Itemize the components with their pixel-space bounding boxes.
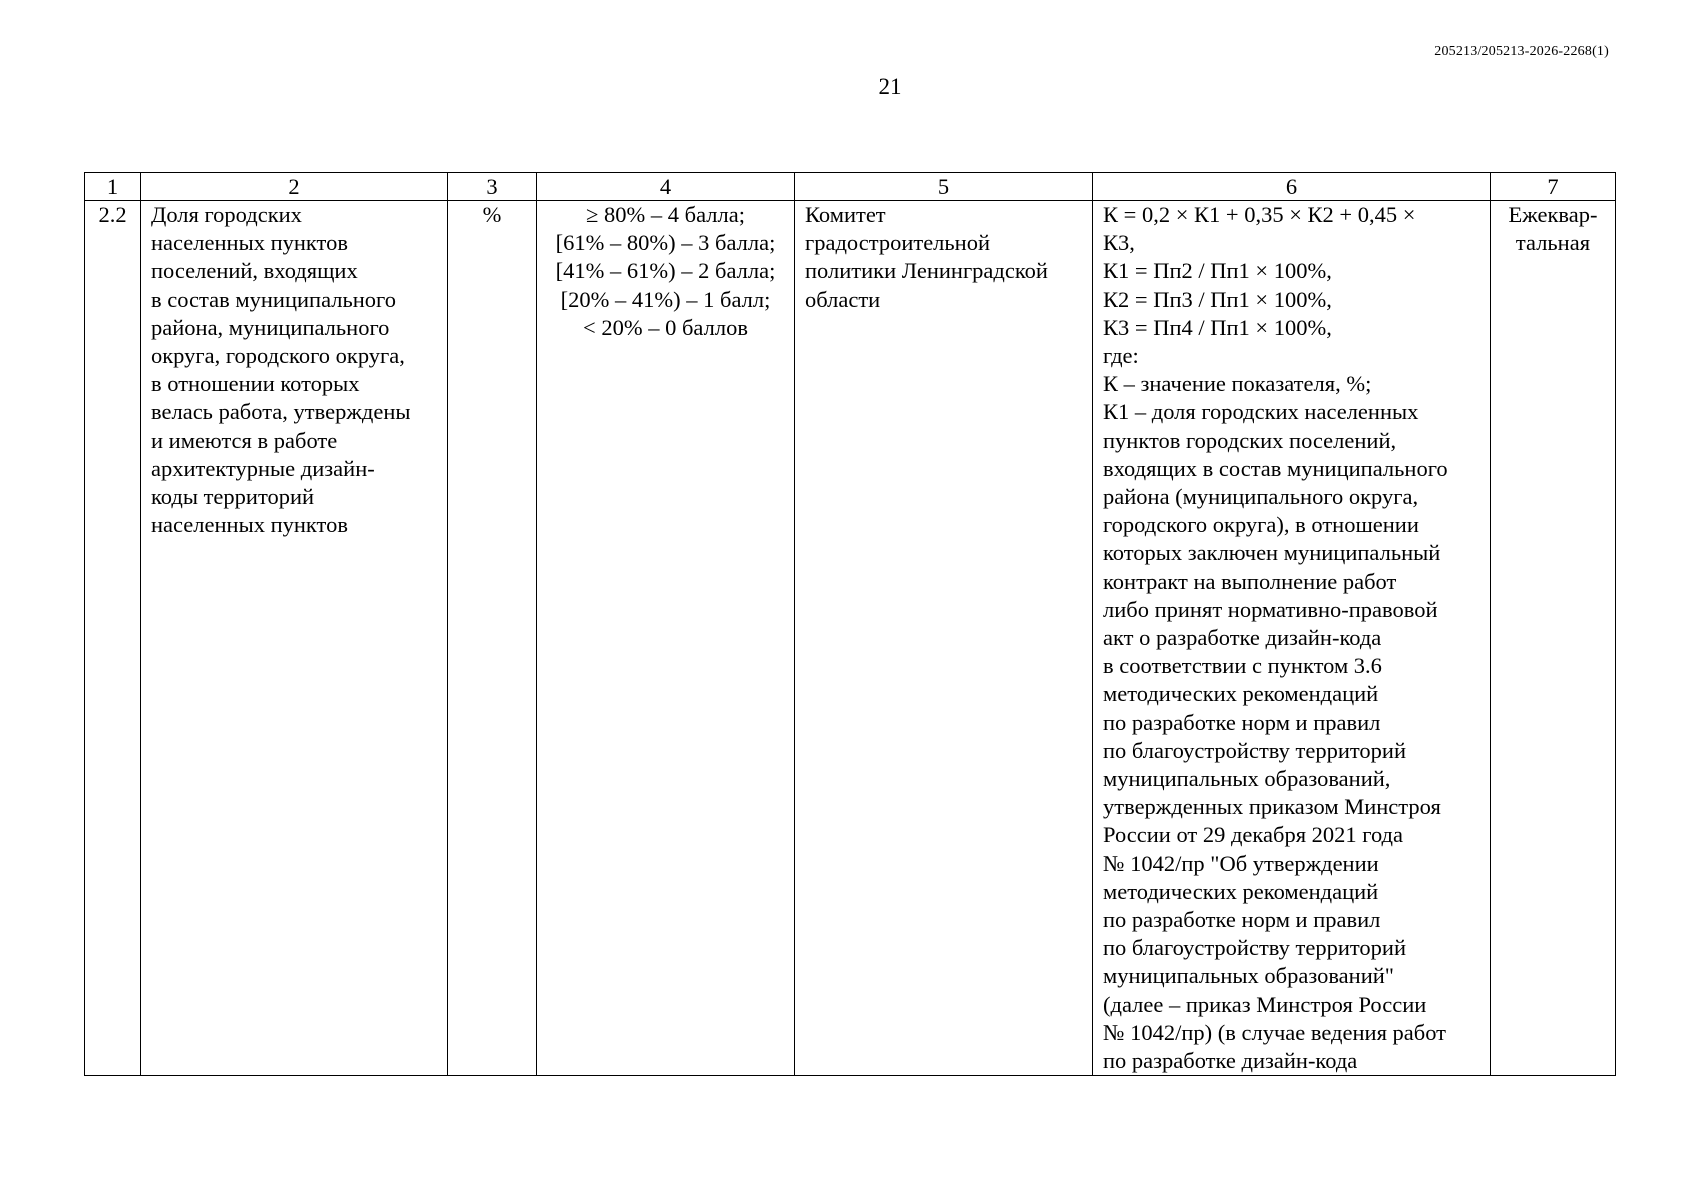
text-line: ≥ 80% – 4 балла; xyxy=(586,202,745,227)
periodicity-text xyxy=(1495,201,1611,257)
text-line: тальная xyxy=(1515,230,1591,256)
text-line: района (муниципального округа, xyxy=(1103,484,1419,510)
text-line: К1 – доля городских населенных xyxy=(1103,399,1419,425)
text-line: архитектурные дизайн- xyxy=(151,455,375,481)
column-header-2: 2 xyxy=(141,173,448,201)
text-line: контракт на выполнение работ xyxy=(1103,568,1397,594)
unit-cell: % xyxy=(448,201,537,1076)
periodicity-cell xyxy=(1491,201,1616,1076)
column-header-7: 7 xyxy=(1491,173,1616,201)
text-line: [20% – 41%) – 1 балл; xyxy=(560,286,771,312)
text-line: в отношении которых xyxy=(151,371,360,397)
document-id: 205213/205213-2026-2268(1) xyxy=(1434,44,1609,59)
text-line: района, муниципального xyxy=(151,314,390,340)
text-line: в соответствии с пунктом 3.6 xyxy=(1103,653,1382,679)
text-line: входящих в состав муниципального xyxy=(1103,455,1448,481)
column-header-6: 6 xyxy=(1093,173,1491,201)
text-line: акт о разработке дизайн-кода xyxy=(1103,625,1382,651)
text-line: [61% – 80%) – 3 балла; xyxy=(555,230,776,256)
text-line: К – значение показателя, %; xyxy=(1103,371,1372,397)
text-line: методических рекомендаций xyxy=(1103,681,1379,707)
text-line: в состав муниципального xyxy=(151,286,396,312)
text-line: < 20% – 0 баллов xyxy=(583,314,748,340)
calculation-formula-cell xyxy=(1093,201,1491,1076)
text-line: градостроительной xyxy=(805,230,990,256)
column-header-4: 4 xyxy=(537,173,795,201)
text-line: муниципальных образований" xyxy=(1103,963,1394,989)
text-line: по благоустройству территорий xyxy=(1103,737,1406,763)
text-line: муниципальных образований, xyxy=(1103,766,1391,792)
text-line: которых заключен муниципальный xyxy=(1103,540,1441,566)
text-line: (далее – приказ Минстроя России xyxy=(1103,991,1427,1017)
text-line: по разработке норм и правил xyxy=(1103,709,1381,735)
text-line: где: xyxy=(1103,343,1139,369)
text-line: К3 = Пп4 / Пп1 × 100%, xyxy=(1103,314,1332,340)
scoring-scale-cell xyxy=(537,201,795,1076)
row-number-cell: 2.2 xyxy=(85,201,141,1076)
text-line: методических рекомендаций xyxy=(1103,878,1379,904)
indicator-name-text xyxy=(151,201,437,539)
text-line: [41% – 61%) – 2 балла; xyxy=(555,258,776,284)
page-number: 21 xyxy=(878,74,902,99)
text-line: утвержденных приказом Минстроя xyxy=(1103,794,1441,820)
text-line: населенных пунктов xyxy=(151,512,348,538)
text-line: Доля городских xyxy=(151,202,302,227)
column-header-3: 3 xyxy=(448,173,537,201)
text-line: Ежеквар- xyxy=(1508,202,1598,227)
scoring-scale-text xyxy=(541,201,790,342)
text-line: пунктов городских поселений, xyxy=(1103,427,1397,453)
responsible-body-cell xyxy=(795,201,1093,1076)
column-header-5: 5 xyxy=(795,173,1093,201)
text-line: по благоустройству территорий xyxy=(1103,935,1406,961)
text-line: и имеются в работе xyxy=(151,427,338,453)
text-line: политики Ленинградской xyxy=(805,258,1048,284)
text-line: Комитет xyxy=(805,202,886,227)
text-line: по разработке норм и правил xyxy=(1103,907,1381,933)
text-line: населенных пунктов xyxy=(151,230,348,256)
indicator-table-container xyxy=(84,172,1615,1076)
table-header-row xyxy=(85,173,1616,201)
text-line: по разработке дизайн-кода xyxy=(1103,1048,1358,1074)
text-line: № 1042/пр) (в случае ведения работ xyxy=(1103,1019,1447,1045)
column-header-1: 1 xyxy=(85,173,141,201)
text-line: К3, xyxy=(1103,230,1135,256)
text-line: К2 = Пп3 / Пп1 × 100%, xyxy=(1103,286,1332,312)
text-line: К1 = Пп2 / Пп1 × 100%, xyxy=(1103,258,1332,284)
calculation-formula-text xyxy=(1103,201,1480,1075)
text-line: велась работа, утверждены xyxy=(151,399,411,425)
text-line: России от 29 декабря 2021 года xyxy=(1103,822,1403,848)
text-line: округа, городского округа, xyxy=(151,343,405,369)
table-row xyxy=(85,201,1616,1076)
indicator-name-cell xyxy=(141,201,448,1076)
text-line: поселений, входящих xyxy=(151,258,358,284)
text-line: городского округа), в отношении xyxy=(1103,512,1419,538)
text-line: коды территорий xyxy=(151,484,315,510)
responsible-body-text xyxy=(805,201,1082,314)
text-line: либо принят нормативно-правовой xyxy=(1103,596,1438,622)
indicator-table xyxy=(84,172,1616,1076)
text-line: К = 0,2 × К1 + 0,35 × К2 + 0,45 × xyxy=(1103,202,1416,227)
text-line: № 1042/пр "Об утверждении xyxy=(1103,850,1379,876)
text-line: области xyxy=(805,286,881,312)
